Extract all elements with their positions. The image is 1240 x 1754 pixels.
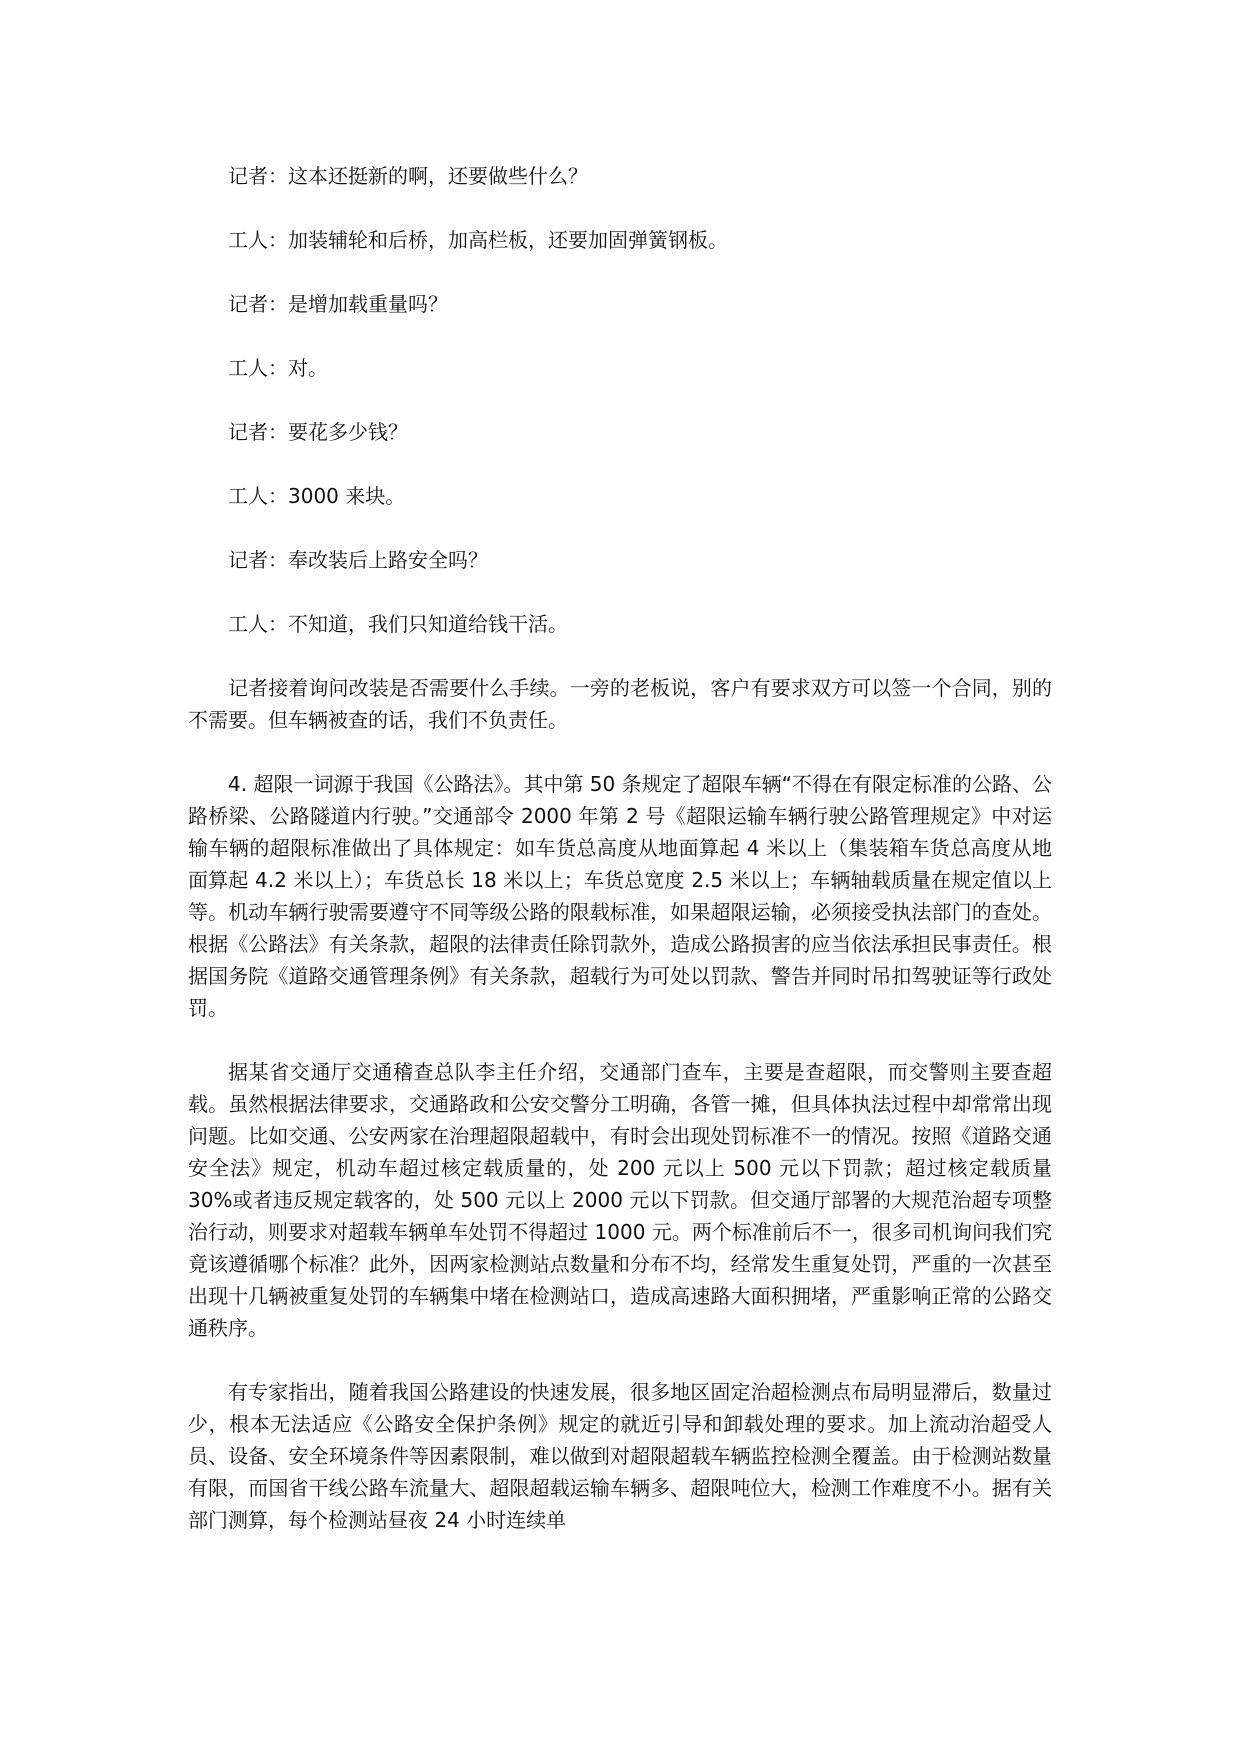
dialog-line: 记者：这本还挺新的啊，还要做些什么？	[228, 164, 588, 188]
dialog-line: 工人：对。	[228, 356, 328, 380]
dialog-line: 工人：加装辅轮和后桥，加高栏板，还要加固弹簧钢板。	[228, 228, 728, 252]
paragraph-expert-opinion: 有专家指出，随着我国公路建设的快速发展，很多地区固定治超检测点布局明显滞后，数量过少，根本无法适应《公路安全保护条例》规定的就近引导和卸载处理的要求。加上流动治超受人员、设备、安全环境条件等因素限制，难以做到对超限超载车辆监控检测全覆盖。由于检测站数量有限，而国省干线公路车流量大、超限超载运输车辆多、超限吨位大，检测工作难度不小。据有关部门测算，每个检测站昼夜 24 小时连续单	[188, 1380, 1052, 1532]
paragraph-enforcement-issues: 据某省交通厅交通稽查总队李主任介绍，交通部门查车，主要是查超限，而交警则主要查超载。虽然根据法律要求，交通路政和公安交警分工明确，各管一摊，但具体执法过程中却常常出现问题。比如交通、公安两家在治理超限超载中，有时会出现处罚标准不一的情况。按照《道路交通安全法》规定，机动车超过核定载质量的，处 200 元以上 500 元以下罚款；超过核定载质量 30%或者违反规定载客的，处 500 元以上 2000 元以下罚款。但交通厅部署的大规范治超专项整治行动，则要求对超载车辆单车处罚不得超过 1000 元。两个标准前后不一，很多司机询问我们究竟该遵循哪个标准？此外，因两家检测站点数量和分布不均，经常发生重复处罚，严重的一次甚至出现十几辆被重复处罚的车辆集中堵在检测站口，造成高速路大面积拥堵，严重影响正常的公路交通秩序。	[188, 1060, 1052, 1340]
dialog-line: 记者：要花多少钱？	[228, 420, 408, 444]
dialog-line: 工人：3000 来块。	[228, 484, 406, 508]
dialog-line: 记者：是增加载重量吗？	[228, 292, 448, 316]
paragraph-overload-definition: 4. 超限一词源于我国《公路法》。其中第 50 条规定了超限车辆“不得在有限定标准的公路、公路桥梁、公路隧道内行驶。”交通部令 2000 年第 2 号《超限运输车辆行驶公路管理规定》中对运输车辆的超限标准做出了具体规定：如车货总高度从地面算起 4 米以上（集装箱车货总高度从地面算起 4.2 米以上）；车货总长 18 米以上；车货总宽度 2.5 米以上；车辆轴载质量在规定值以上等。机动车辆行驶需要遵守不同等级公路的限载标准，如果超限运输，必须接受执法部门的查处。根据《公路法》有关条款，超限的法律责任除罚款外，造成公路损害的应当依法承担民事责任。根据国务院《道路交通管理条例》有关条款，超载行为可处以罚款、警告并同时吊扣驾驶证等行政处罚。	[188, 772, 1052, 1020]
document-body	[188, 160, 1052, 1536]
paragraph-contract: 记者接着询问改装是否需要什么手续。一旁的老板说，客户有要求双方可以签一个合同，别的不需要。但车辆被查的话，我们不负责任。	[188, 676, 1052, 732]
dialog-line: 记者：奉改装后上路安全吗？	[228, 548, 488, 572]
dialog-line: 工人：不知道，我们只知道给钱干活。	[228, 612, 568, 636]
